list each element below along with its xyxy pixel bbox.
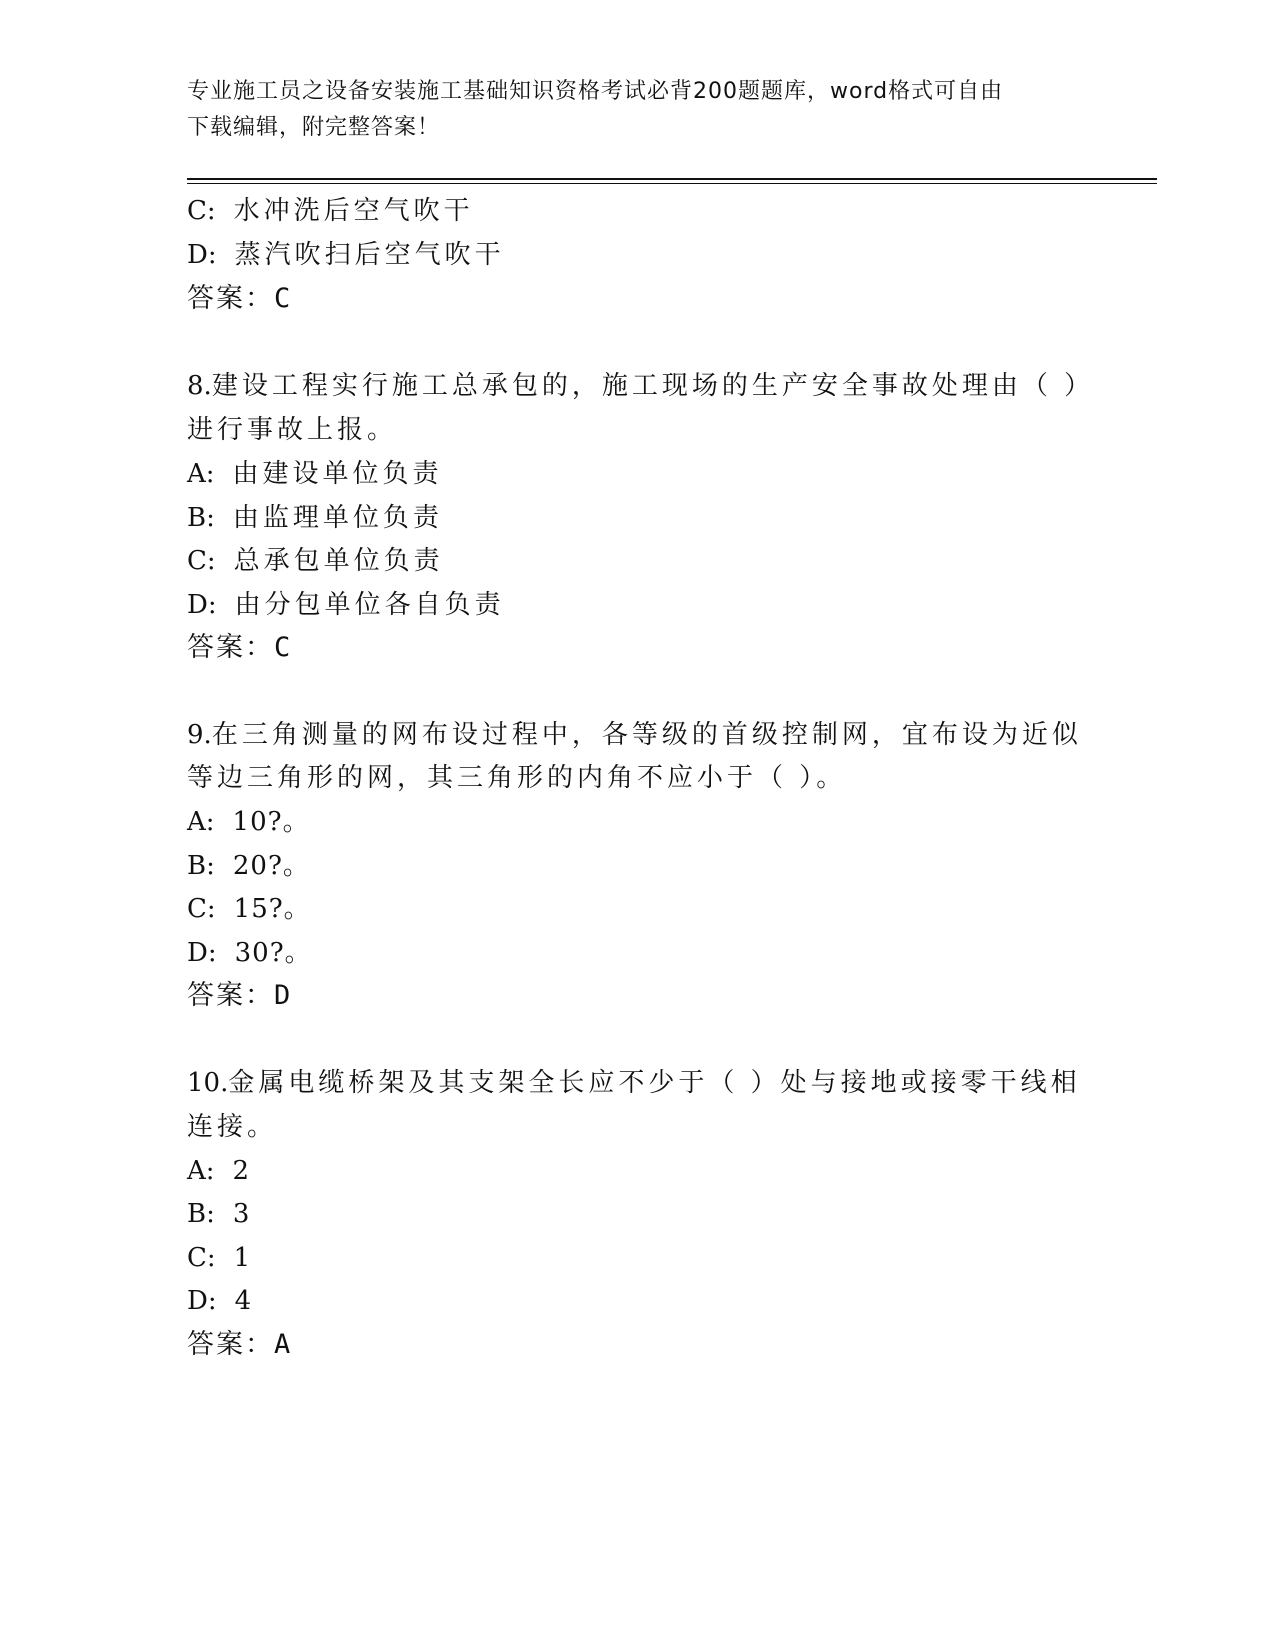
question-text: 连接。 <box>187 1112 278 1142</box>
option-label: C: <box>187 196 216 226</box>
question-stem-line-1 <box>187 363 1094 409</box>
option-text: 10?。 <box>232 807 310 837</box>
option-row <box>187 886 311 932</box>
option-text: 由分包单位各自负责 <box>234 590 505 620</box>
option-text: 20?。 <box>232 851 310 881</box>
question-number: 8. <box>187 371 212 401</box>
option-row <box>187 495 443 541</box>
option-text: 总承包单位负责 <box>233 546 444 576</box>
option-row <box>187 1191 250 1237</box>
answer-row <box>187 973 292 1019</box>
question-stem-line-2 <box>187 1104 277 1150</box>
option-row <box>187 799 310 845</box>
question-number: 10. <box>187 1068 229 1098</box>
answer-label: 答案： <box>187 283 274 314</box>
option-row <box>187 930 312 976</box>
question-number: 9. <box>187 720 212 750</box>
option-label: B: <box>187 503 215 533</box>
option-text: 15?。 <box>233 894 311 924</box>
option-label: D: <box>187 938 217 968</box>
option-label: A: <box>187 459 215 489</box>
option-row <box>187 1235 251 1281</box>
option-row <box>187 188 474 234</box>
question-text: 等边三角形的网，其三角形的内角不应小于（ ）。 <box>187 763 847 793</box>
answer-label: 答案： <box>187 980 274 1011</box>
option-text: 由建设单位负责 <box>232 459 443 489</box>
answer-label: 答案： <box>187 1329 274 1360</box>
option-label: B: <box>187 851 215 881</box>
question-stem-line-2 <box>187 755 846 801</box>
option-row <box>187 1278 252 1324</box>
option-text: 1 <box>233 1243 252 1273</box>
option-text: 3 <box>232 1199 251 1229</box>
option-label: D: <box>187 1286 217 1316</box>
option-label: A: <box>187 807 215 837</box>
option-row <box>187 538 444 584</box>
answer-row <box>187 276 292 322</box>
option-label: C: <box>187 546 216 576</box>
option-label: D: <box>187 240 217 270</box>
question-stem-line-1 <box>187 1060 1081 1106</box>
option-row <box>187 451 443 497</box>
option-text: 2 <box>232 1156 251 1186</box>
option-text: 由监理单位负责 <box>232 503 443 533</box>
option-row <box>187 1148 250 1194</box>
answer-value: C <box>274 283 293 314</box>
answer-value: C <box>274 632 293 663</box>
option-text: 30?。 <box>234 938 312 968</box>
option-label: C: <box>187 1243 216 1273</box>
option-text: 水冲洗后空气吹干 <box>233 196 474 226</box>
header-title-line-2: 下载编辑，附完整答案！ <box>187 115 441 140</box>
question-text: 建设工程实行施工总承包的，施工现场的生产安全事故处理由（ ） <box>211 371 1095 401</box>
option-text: 蒸汽吹扫后空气吹干 <box>234 240 505 270</box>
option-row <box>187 843 310 889</box>
question-stem-line-1 <box>187 712 1082 758</box>
option-label: D: <box>187 590 217 620</box>
option-label: B: <box>187 1199 215 1229</box>
question-stem-line-2 <box>187 407 397 453</box>
header-divider-thin <box>187 183 1157 184</box>
question-text: 进行事故上报。 <box>187 415 398 445</box>
answer-row <box>187 1322 292 1368</box>
option-row <box>187 232 505 278</box>
header-title-line-1: 专业施工员之设备安装施工基础知识资格考试必背200题题库，word格式可自由 <box>187 79 1004 104</box>
question-text: 金属电缆桥架及其支架全长应不少于（ ）处与接地或接零干线相 <box>228 1068 1081 1098</box>
document-header <box>187 74 1087 146</box>
answer-value: A <box>274 1329 293 1360</box>
answer-value: D <box>274 980 293 1011</box>
option-label: A: <box>187 1156 215 1186</box>
question-text: 在三角测量的网布设过程中，各等级的首级控制网，宜布设为近似 <box>211 720 1082 750</box>
option-row <box>187 582 505 628</box>
header-divider-thick <box>187 178 1157 180</box>
option-text: 4 <box>234 1286 253 1316</box>
answer-label: 答案： <box>187 632 274 663</box>
answer-row <box>187 625 292 671</box>
option-label: C: <box>187 894 216 924</box>
